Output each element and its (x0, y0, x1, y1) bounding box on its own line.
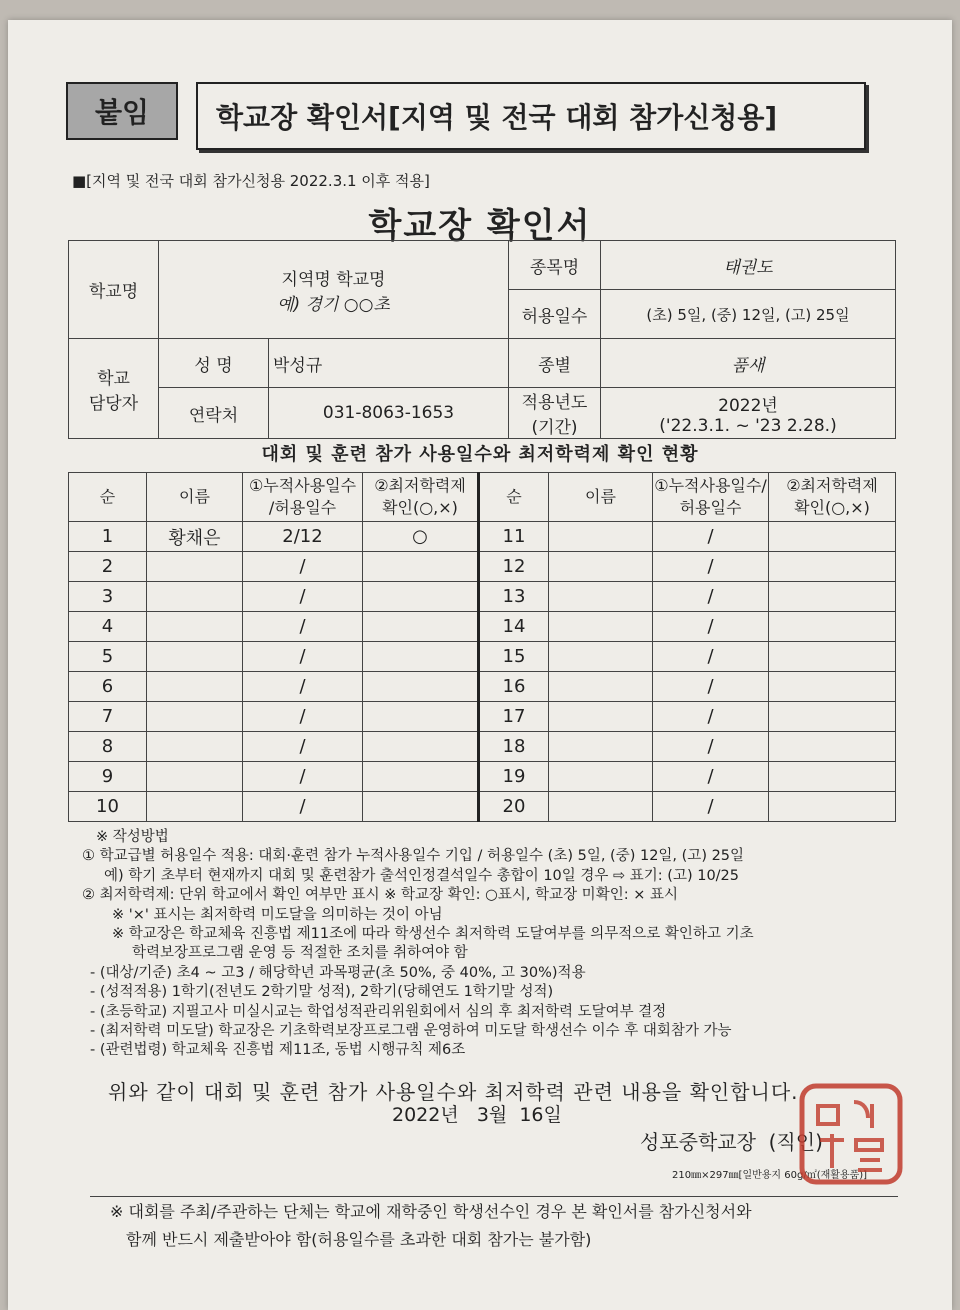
row-days: / (243, 612, 363, 642)
header-acad-right (769, 473, 896, 522)
note-line: - (성적적용) 1학기(전년도 2학기말 성적), 2학기(당해연도 1학기말 성적) (90, 984, 554, 1001)
note-line: ① 학교급별 허용일수 적용: 대회·훈련 참가 누적사용일수 기입 / 허용일수 (초) 5일, (중) 12일, (고) 25일 (82, 848, 745, 865)
row-name (147, 672, 243, 702)
manager-label (69, 339, 159, 439)
row-no: 18 (479, 732, 549, 762)
row-acad (363, 792, 479, 822)
footer-line: ※ 대회를 주최/주관하는 단체는 학교에 재학중인 학생선수인 경우 본 확인서를 참가신청서와 (110, 1202, 752, 1221)
row-days: / (653, 582, 769, 612)
row-no: 6 (69, 672, 147, 702)
table-header-row (69, 473, 896, 522)
row-days: / (653, 522, 769, 552)
row-days: / (653, 612, 769, 642)
school-cell (159, 241, 509, 339)
row-no: 16 (479, 672, 549, 702)
table-body (69, 522, 896, 822)
header-no-right: 순 (479, 473, 549, 522)
row-acad (769, 642, 896, 672)
row-acad (769, 552, 896, 582)
table-row (69, 672, 896, 702)
row-no: 9 (69, 762, 147, 792)
row-days: / (653, 732, 769, 762)
note-line: - (최저학력 미도달) 학교장은 기초학력보장프로그램 운영하여 미도달 학생선수 이수 후 대회참가 가능 (90, 1023, 732, 1040)
row-name (549, 732, 653, 762)
header-acad (363, 473, 479, 522)
header-days-right-line1: ①누적사용일수/ (654, 476, 767, 495)
row-name (147, 552, 243, 582)
row-acad (363, 762, 479, 792)
row-no: 17 (479, 702, 549, 732)
school-hint: 지역명 학교명 (281, 269, 386, 290)
table-row (69, 642, 896, 672)
row-no: 11 (479, 522, 549, 552)
year-cell (601, 388, 896, 439)
row-name (549, 642, 653, 672)
form-title: 학교장 확인서[지역 및 전국 대회 참가신청용] (196, 82, 866, 150)
top-note: ■[지역 및 전국 대회 참가신청용 2022.3.1 이후 적용] (72, 172, 430, 190)
writing-notes (82, 828, 910, 1061)
row-name (147, 582, 243, 612)
days-value: (초) 5일, (중) 12일, (고) 25일 (601, 290, 896, 339)
period-value: ('22.3.1. ~ '23 2.28.) (659, 415, 837, 436)
name-label: 성 명 (159, 339, 269, 388)
row-no: 15 (479, 642, 549, 672)
phone-value: 031-8063-1653 (269, 388, 509, 439)
row-days: / (653, 642, 769, 672)
sport-value: 태권도 (601, 241, 896, 290)
row-name (147, 612, 243, 642)
row-name (147, 702, 243, 732)
table-row (69, 582, 896, 612)
status-table (68, 472, 896, 822)
header-days-line2: /허용일수 (268, 498, 337, 517)
header-name-right: 이름 (549, 473, 653, 522)
manager-label-line1: 학교 (97, 368, 130, 389)
note-line: 학력보장프로그램 운영 등 적절한 조치를 취하여야 함 (132, 945, 468, 962)
row-no: 20 (479, 792, 549, 822)
category-label: 종별 (509, 339, 601, 388)
year-label-line1: 적용년도 (521, 393, 588, 413)
row-acad (363, 702, 479, 732)
row-acad (769, 522, 896, 552)
row-name (147, 792, 243, 822)
row-acad (363, 552, 479, 582)
row-no: 8 (69, 732, 147, 762)
row-acad (769, 762, 896, 792)
footer-line: 함께 반드시 제출받아야 함(허용일수를 초과한 대회 참가는 불가함) (126, 1230, 592, 1249)
note-line: ※ 학교장은 학교체육 진흥법 제11조에 따라 학생선수 최저학력 도달여부를 의무적으로 확인하고 기초 (112, 926, 754, 943)
row-name (549, 522, 653, 552)
footer-note (110, 1198, 910, 1254)
header-acad-line1: ②최저학력제 (374, 476, 466, 495)
row-days: / (243, 762, 363, 792)
year-label-line2: (기간) (531, 418, 578, 438)
paper-spec: 210㎜×297㎜[일반용지 60g/㎡(재활용품)] (672, 1170, 868, 1181)
row-days: / (653, 552, 769, 582)
table-row (69, 552, 896, 582)
row-no: 12 (479, 552, 549, 582)
row-name (147, 732, 243, 762)
row-acad (363, 642, 479, 672)
row-days: / (243, 552, 363, 582)
note-line: ② 최저학력제: 단위 학교에서 확인 여부만 표시 ※ 학교장 확인: ○표시, 학교장 미확인: × 표시 (82, 887, 678, 904)
days-label: 허용일수 (509, 290, 601, 339)
table-row (69, 612, 896, 642)
row-acad (769, 582, 896, 612)
row-name (549, 582, 653, 612)
row-acad (363, 582, 479, 612)
header-acad-right-line1: ②최저학력제 (786, 476, 878, 495)
document-title: 학교장 확인서 (368, 206, 592, 246)
row-acad (769, 792, 896, 822)
row-no: 10 (69, 792, 147, 822)
header-name: 이름 (147, 473, 243, 522)
row-days: / (243, 792, 363, 822)
issue-date: 2022년 3월 16일 (392, 1104, 562, 1126)
row-acad (363, 672, 479, 702)
note-line: ※ 작성방법 (96, 829, 169, 845)
table-row (69, 702, 896, 732)
name-value: 박성규 (269, 339, 509, 388)
row-name (549, 762, 653, 792)
row-no: 7 (69, 702, 147, 732)
info-table (68, 240, 896, 439)
row-no: 1 (69, 522, 147, 552)
year-label (509, 388, 601, 439)
confirm-statement: 위와 같이 대회 및 훈련 참가 사용일수와 최저학력 관련 내용을 확인합니다. (108, 1080, 799, 1104)
row-no: 19 (479, 762, 549, 792)
category-value: 품새 (601, 339, 896, 388)
header-days-right-line2: 허용일수 (679, 498, 742, 517)
row-name (549, 612, 653, 642)
row-no: 3 (69, 582, 147, 612)
manager-label-line2: 담당자 (88, 393, 139, 414)
row-name (549, 552, 653, 582)
row-acad (769, 702, 896, 732)
note-line: - (초등학교) 지필고사 미실시교는 학업성적관리위원회에서 심의 후 최저학력 도달여부 결정 (90, 1003, 667, 1020)
sport-label: 종목명 (509, 241, 601, 290)
row-days: 2/12 (243, 522, 363, 552)
note-line: 예) 학기 초부터 현재까지 대회 및 훈련참가 출석인정결석일수 총합이 10일 경우 ⇨ 표기: (고) 10/25 (104, 867, 740, 884)
row-name (549, 792, 653, 822)
row-name (147, 762, 243, 792)
table-row (69, 762, 896, 792)
attachment-label: 붙임 (66, 82, 178, 140)
note-line: - (대상/기준) 초4 ~ 고3 / 해당학년 과목평균(초 50%, 중 40%, 고 30%)적용 (90, 964, 586, 981)
school-example: 예) 경기 ○○초 (277, 294, 390, 315)
row-no: 5 (69, 642, 147, 672)
note-line: - (관련법령) 학교체육 진흥법 제11조, 동법 시행규칙 제6조 (90, 1042, 466, 1059)
year-value: 2022년 (718, 395, 778, 416)
status-title: 대회 및 훈련 참가 사용일수와 최저학력제 확인 현황 (261, 444, 699, 465)
row-name: 황채은 (147, 522, 243, 552)
header-acad-line2: 확인(○,×) (382, 498, 458, 517)
row-days: / (243, 732, 363, 762)
row-name (549, 702, 653, 732)
header-days-line1: ①누적사용일수 (248, 476, 357, 495)
row-days: / (653, 762, 769, 792)
table-row (69, 792, 896, 822)
row-days: / (243, 642, 363, 672)
row-name (549, 672, 653, 702)
principal-signature: 성포중학교장 (직인) (640, 1130, 823, 1154)
header-acad-right-line2: 확인(○,×) (794, 498, 870, 517)
header-days-right (653, 473, 769, 522)
row-days: / (653, 702, 769, 732)
official-seal-icon (798, 1082, 904, 1186)
header-no: 순 (69, 473, 147, 522)
row-name (147, 642, 243, 672)
row-no: 14 (479, 612, 549, 642)
table-row (69, 732, 896, 762)
row-days: / (243, 702, 363, 732)
divider (90, 1196, 898, 1197)
row-no: 13 (479, 582, 549, 612)
row-days: / (243, 582, 363, 612)
row-days: / (653, 792, 769, 822)
row-days: / (243, 672, 363, 702)
phone-label: 연락처 (159, 388, 269, 439)
row-no: 4 (69, 612, 147, 642)
note-line: ※ '×' 표시는 최저학력 미도달을 의미하는 것이 아님 (112, 906, 443, 923)
row-days: / (653, 672, 769, 702)
school-label: 학교명 (69, 241, 159, 339)
row-acad (769, 732, 896, 762)
table-row (69, 522, 896, 552)
row-no: 2 (69, 552, 147, 582)
header-days (243, 473, 363, 522)
row-acad: ○ (363, 522, 479, 552)
row-acad (363, 612, 479, 642)
row-acad (363, 732, 479, 762)
row-acad (769, 672, 896, 702)
row-acad (769, 612, 896, 642)
